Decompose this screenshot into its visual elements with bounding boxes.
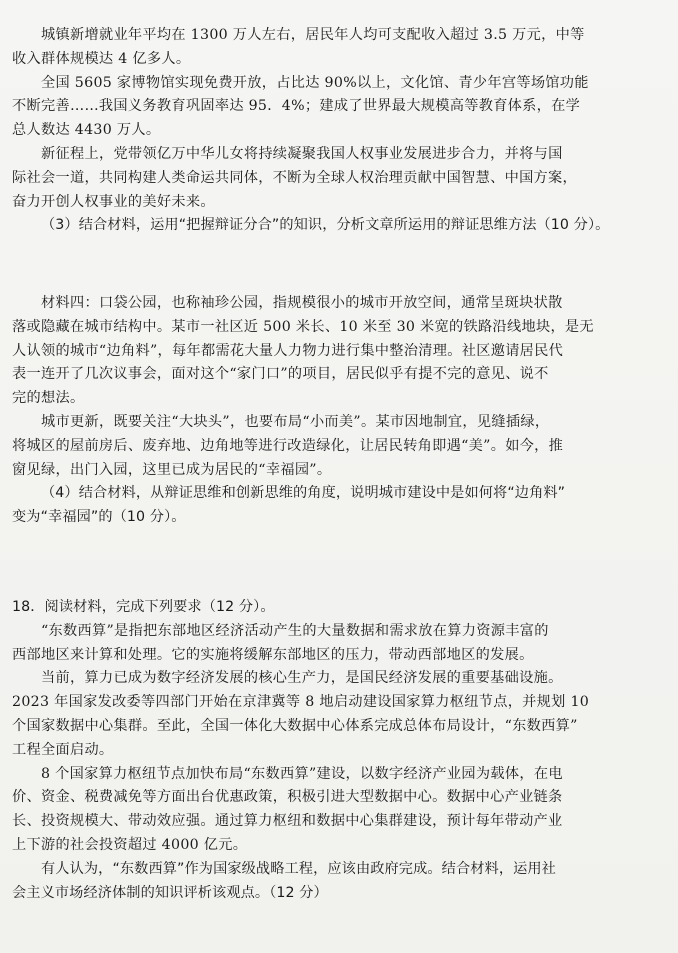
text-line: 当前，算力已成为数字经济发展的核心生产力，是国民经济发展的重要基础设施。 (41, 670, 563, 687)
text-line: 不断完善……我国义务教育巩固率达 95．4%；建成了世界最大规模高等教育体系，在学 (12, 98, 581, 115)
text-line: 际社会一道，共同构建人类命运共同体，不断为全球人权治理贡献中国智慧、中国方案， (12, 169, 578, 186)
text-line: 2023 年国家发改委等四部门开始在京津冀等 8 地启动建设国家算力枢纽节点，并规划 10 (12, 694, 590, 711)
text-line: 收入群体规模达 4 亿多人。 (12, 50, 191, 67)
text-line: 城市更新，既要关注“大块头”，也要布局“小而美”。某市因地制宜，见缝插绿， (41, 413, 550, 430)
text-line: 城镇新增就业年平均在 1300 万人左右，居民年人均可支配收入超过 3.5 万元，中等 (41, 27, 585, 43)
text-line: 落或隐藏在城市结构中。某市一社区近 500 米长、10 米至 30 米宽的铁路沿线地块，是无 (12, 318, 594, 335)
text-line: 窗见绿，出门入园，这里已成为居民的“幸福园”。 (12, 461, 332, 478)
text-line: 将城区的屋前房后、废弃地、边角地等进行改造绿化，让居民转角即遇“美”。如今，推 (12, 437, 564, 454)
text-line: 人认领的城市“边角料”，每年都需花大量人力物力进行集中整治清理。社区邀请居民代 (12, 342, 564, 359)
question-line: 有人认为，“东数西算”作为国家级战略工程，应该由政府完成。结合材料，运用社 (41, 860, 556, 877)
question-line: 18．阅读材料，完成下列要求（12 分）。 (12, 599, 275, 615)
text-line: 长、投资规模大、带动效应强。通过算力枢纽和数据中心集群建设，预计每年带动产业 (12, 813, 563, 830)
text-line: 上下游的社会投资超过 4000 亿元。 (12, 836, 248, 853)
question-line: （4）结合材料，从辩证思维和创新思维的角度，说明城市建设中是如何将“边角料” (41, 485, 566, 502)
question-line: （3）结合材料，运用“把握辩证分合”的知识，分析文章所运用的辩证思维方法（10 分）。 (41, 217, 610, 234)
text-line: 个国家数据中心集群。至此，全国一体化大数据中心体系完成总体布局设计，“东数西算” (12, 717, 578, 734)
text-line: 总人数达 4430 万人。 (12, 122, 161, 139)
material-four (12, 292, 662, 530)
text-line: 奋力开创人权事业的美好未来。 (12, 193, 215, 210)
text-line: 8 个国家算力枢纽节点加快布局“东数西算”建设，以数字经济产业园为载体，在电 (41, 765, 563, 782)
text-line: 全国 5605 家博物馆实现免费开放，占比达 90%以上，文化馆、青少年宫等场馆功能 (41, 74, 589, 91)
text-line: 西部地区来计算和处理。它的实施将缓解东部地区的压力，带动西部地区的发展。 (12, 646, 534, 663)
question-line: 变为“幸福园”的（10 分）。 (12, 509, 186, 526)
material-three-continued (12, 24, 662, 238)
text-line: 完的想法。 (12, 390, 85, 407)
text-line: 工程全面启动。 (12, 741, 114, 758)
question-18 (12, 596, 662, 905)
text-line: 材料四：口袋公园，也称袖珍公园，指规模很小的城市开放空间，通常呈斑块状散 (41, 295, 563, 311)
text-line: “东数西算”是指把东部地区经济活动产生的大量数据和需求放在算力资源丰富的 (41, 622, 549, 639)
text-line: 价、资金、税费减免等方面出台优惠政策，积极引进大型数据中心。数据中心产业链条 (12, 789, 563, 806)
text-line: 表一连开了几次议事会，面对这个“家门口”的项目，居民似乎有提不完的意见、说不 (12, 366, 549, 383)
question-line: 会主义市场经济体制的知识评析该观点。（12 分） (12, 884, 328, 901)
text-line: 新征程上，党带领亿万中华儿女将持续凝聚我国人权事业发展进步合力，并将与国 (41, 145, 563, 162)
